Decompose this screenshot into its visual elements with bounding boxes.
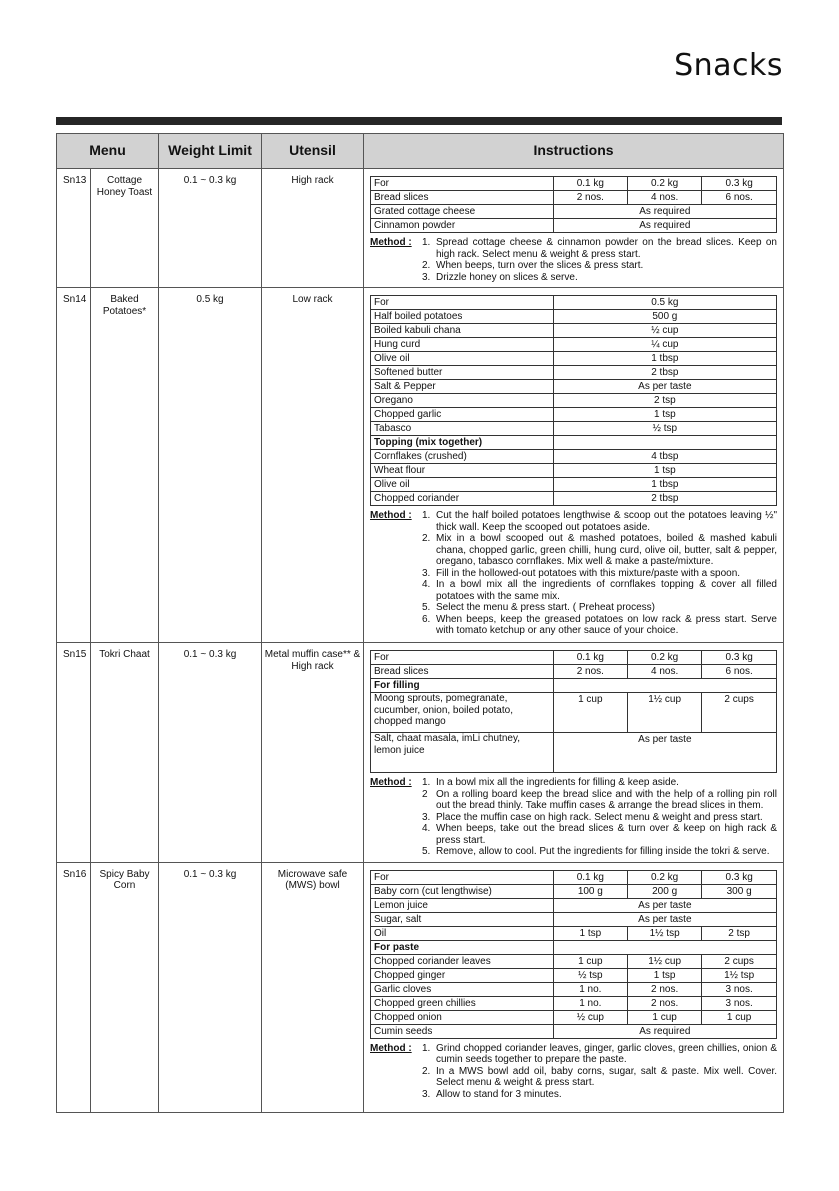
ingredient-name: Half boiled potatoes xyxy=(371,310,554,324)
method-step xyxy=(422,568,777,580)
recipe-instructions xyxy=(364,288,784,643)
step-text: Remove, allow to cool. Put the ingredients for filling inside the tokri & serve. xyxy=(436,846,770,857)
recipe-table xyxy=(56,133,784,1113)
ingredient-name: Chopped coriander xyxy=(371,492,554,506)
ingredient-amount: 2 nos. xyxy=(553,191,627,205)
ingredient-row xyxy=(371,394,777,408)
step-number: 3. xyxy=(422,271,431,283)
step-text: When beeps, keep the greased potatoes on low rack & press start. Serve with tomato ketchup or any other sauce of your choice. xyxy=(436,613,777,636)
ingredient-name: Olive oil xyxy=(371,352,554,366)
ingredient-amount: 1 tsp xyxy=(553,464,776,478)
ingredient-amount: 1 cup xyxy=(702,1010,777,1024)
ingredient-row xyxy=(371,464,777,478)
ingredient-row xyxy=(371,219,777,233)
ingredient-row xyxy=(371,982,777,996)
method-step xyxy=(422,846,777,858)
ingredient-amount: 1½ tsp xyxy=(702,968,777,982)
recipe-name: Cottage Honey Toast xyxy=(91,169,159,288)
ingredient-amount: As required xyxy=(553,1024,776,1038)
ingredient-amount: 2 cups xyxy=(702,954,777,968)
ingredient-amount: As per taste xyxy=(553,912,776,926)
ingredient-amount: 1½ tsp xyxy=(627,926,701,940)
step-number: 1. xyxy=(422,777,431,788)
header-rule xyxy=(56,117,782,125)
method-step xyxy=(422,579,777,602)
ingredient-name: Wheat flour xyxy=(371,464,554,478)
ingredient-row xyxy=(371,450,777,464)
step-text: On a rolling board keep the bread slice and with the help of a rolling pin roll out the bread thinly. Take muffin cases & arrange the bread slices in them. xyxy=(436,788,777,811)
ingredient-name: Cinnamon powder xyxy=(371,219,554,233)
ingredient-amount: 1½ cup xyxy=(627,693,701,733)
ingredient-row xyxy=(371,436,777,450)
method-label: Method : xyxy=(370,237,412,248)
ingredient-row xyxy=(371,1010,777,1024)
method-label: Method : xyxy=(370,777,412,788)
ingredient-row xyxy=(371,954,777,968)
method-section xyxy=(370,237,777,283)
step-number: 2. xyxy=(422,1065,431,1077)
step-text: Spread cottage cheese & cinnamon powder on the bread slices. Keep on high rack. Select menu & weight & press start. xyxy=(436,237,777,260)
recipe-weight-limit: 0.1 ~ 0.3 kg xyxy=(159,643,262,863)
recipe-code: Sn13 xyxy=(57,169,91,288)
method-step xyxy=(422,812,777,824)
ingredient-name: For filling xyxy=(371,679,554,693)
step-number: 4. xyxy=(422,579,431,590)
method-step xyxy=(422,510,777,533)
ingredient-row xyxy=(371,205,777,219)
method-step xyxy=(422,823,777,846)
ingredient-row xyxy=(371,926,777,940)
ingredient-name: Topping (mix together) xyxy=(371,436,554,450)
ingredient-amount: As per taste xyxy=(553,380,776,394)
ingredient-amount: 1 tbsp xyxy=(553,478,776,492)
recipe-row xyxy=(57,862,784,1112)
method-steps xyxy=(422,510,777,637)
method-step xyxy=(422,789,777,812)
ingredient-amount: 1 tsp xyxy=(553,926,627,940)
ingredient-row xyxy=(371,366,777,380)
recipe-weight-limit: 0.1 ~ 0.3 kg xyxy=(159,169,262,288)
step-number: 4. xyxy=(422,823,431,834)
ingredient-name: Chopped green chillies xyxy=(371,996,554,1010)
step-text: In a bowl mix all the ingredients for filling & keep aside. xyxy=(436,777,679,788)
step-number: 1. xyxy=(422,237,431,248)
ingredient-amount: 2 tsp xyxy=(702,926,777,940)
ingredient-amount: 0.2 kg xyxy=(627,651,701,665)
ingredient-row xyxy=(371,968,777,982)
recipe-utensil: High rack xyxy=(262,169,364,288)
ingredient-amount: 2 tbsp xyxy=(553,366,776,380)
recipe-utensil: Microwave safe (MWS) bowl xyxy=(262,862,364,1112)
ingredient-amount: 3 nos. xyxy=(702,982,777,996)
method-steps xyxy=(422,777,777,858)
recipe-row xyxy=(57,288,784,643)
step-number: 3. xyxy=(422,567,431,579)
ingredient-amount: 1 tsp xyxy=(553,408,776,422)
ingredient-row xyxy=(371,338,777,352)
recipe-instructions xyxy=(364,862,784,1112)
ingredient-row xyxy=(371,693,777,733)
ingredient-amount: 4 nos. xyxy=(627,665,701,679)
ingredient-row xyxy=(371,884,777,898)
ingredient-name: Garlic cloves xyxy=(371,982,554,996)
table-header-row xyxy=(57,134,784,169)
ingredient-name: Hung curd xyxy=(371,338,554,352)
header-weight-limit: Weight Limit xyxy=(159,134,262,169)
ingredient-amount: As required xyxy=(553,219,776,233)
ingredient-row xyxy=(371,324,777,338)
ingredient-name: Chopped coriander leaves xyxy=(371,954,554,968)
ingredient-name: Oregano xyxy=(371,394,554,408)
ingredient-name: Softened butter xyxy=(371,366,554,380)
ingredient-amount: 6 nos. xyxy=(702,191,777,205)
ingredient-amount: 500 g xyxy=(553,310,776,324)
ingredient-amount: 0.1 kg xyxy=(553,651,627,665)
recipe-name: Tokri Chaat xyxy=(91,643,159,863)
ingredient-name: For xyxy=(371,870,554,884)
ingredient-amount: 1 tsp xyxy=(627,968,701,982)
ingredient-table xyxy=(370,650,777,773)
recipe-row xyxy=(57,643,784,863)
ingredient-amount: 0.3 kg xyxy=(702,177,777,191)
recipe-instructions xyxy=(364,169,784,288)
ingredient-row xyxy=(371,352,777,366)
ingredient-amount: 2 tsp xyxy=(553,394,776,408)
recipe-code: Sn14 xyxy=(57,288,91,643)
ingredient-amount: 2 tbsp xyxy=(553,492,776,506)
ingredient-amount: 1 cup xyxy=(553,693,627,733)
ingredient-row xyxy=(371,665,777,679)
header-menu: Menu xyxy=(57,134,159,169)
method-step xyxy=(422,533,777,568)
step-text: Fill in the hollowed-out potatoes with this mixture/paste with a spoon. xyxy=(436,567,741,579)
ingredient-amount xyxy=(553,436,776,450)
ingredient-table xyxy=(370,870,777,1039)
ingredient-row xyxy=(371,912,777,926)
ingredient-name: Olive oil xyxy=(371,478,554,492)
ingredient-row xyxy=(371,492,777,506)
ingredient-name: For xyxy=(371,651,554,665)
ingredient-amount: 300 g xyxy=(702,884,777,898)
ingredient-name: Oil xyxy=(371,926,554,940)
ingredient-name: Bread slices xyxy=(371,665,554,679)
ingredient-for-row xyxy=(371,296,777,310)
ingredient-amount: 1 no. xyxy=(553,982,627,996)
ingredient-amount: 1 tbsp xyxy=(553,352,776,366)
method-section xyxy=(370,1043,777,1101)
step-text: In a bowl mix all the ingredients of cornflakes topping & cover all filled potatoes with the same mix. xyxy=(436,579,777,602)
step-number: 2. xyxy=(422,260,431,271)
method-step xyxy=(422,260,777,272)
recipe-code: Sn15 xyxy=(57,643,91,863)
recipe-utensil: Low rack xyxy=(262,288,364,643)
ingredient-amount: ½ tsp xyxy=(553,422,776,436)
ingredient-amount: 100 g xyxy=(553,884,627,898)
step-text: Drizzle honey on slices & serve. xyxy=(436,271,578,283)
method-label: Method : xyxy=(370,510,412,521)
ingredient-name: Chopped garlic xyxy=(371,408,554,422)
ingredient-amount: 0.3 kg xyxy=(702,651,777,665)
ingredient-name: Salt, chaat masala, imLi chutney, lemon juice xyxy=(371,733,554,773)
method-step xyxy=(422,614,777,637)
ingredient-amount: 4 tbsp xyxy=(553,450,776,464)
step-text: In a MWS bowl add oil, baby corns, sugar, salt & paste. Mix well. Cover. Select menu & weight & press start. xyxy=(436,1065,777,1088)
ingredient-amount: As per taste xyxy=(553,733,776,773)
recipe-name: Spicy Baby Corn xyxy=(91,862,159,1112)
ingredient-name: Cornflakes (crushed) xyxy=(371,450,554,464)
ingredient-row xyxy=(371,679,777,693)
step-number: 1. xyxy=(422,510,431,521)
ingredient-row xyxy=(371,733,777,773)
ingredient-name: Lemon juice xyxy=(371,898,554,912)
ingredient-amount: 1 cup xyxy=(553,954,627,968)
ingredient-name: Chopped ginger xyxy=(371,968,554,982)
ingredient-amount: ½ cup xyxy=(553,1010,627,1024)
step-number: 3. xyxy=(422,811,431,823)
ingredient-amount: ½ cup xyxy=(553,324,776,338)
ingredient-amount: 0.2 kg xyxy=(627,177,701,191)
step-text: Allow to stand for 3 minutes. xyxy=(436,1088,562,1100)
method-step xyxy=(422,1066,777,1089)
ingredient-amount: 0.1 kg xyxy=(553,177,627,191)
ingredient-amount: As per taste xyxy=(553,898,776,912)
ingredient-row xyxy=(371,380,777,394)
ingredient-name: Tabasco xyxy=(371,422,554,436)
ingredient-amount: 3 nos. xyxy=(702,996,777,1010)
ingredient-for-row xyxy=(371,870,777,884)
step-text: Cut the half boiled potatoes lengthwise & scoop out the potatoes leaving ½" thick wall. Keep the scooped out potatoes aside. xyxy=(436,510,777,533)
recipe-weight-limit: 0.5 kg xyxy=(159,288,262,643)
method-step xyxy=(422,1043,777,1066)
method-steps xyxy=(422,237,777,283)
ingredient-amount: 2 cups xyxy=(702,693,777,733)
ingredient-name: Cumin seeds xyxy=(371,1024,554,1038)
ingredient-for-row xyxy=(371,651,777,665)
ingredient-row xyxy=(371,408,777,422)
method-steps xyxy=(422,1043,777,1101)
step-text: When beeps, take out the bread slices & turn over & keep on high rack & press start. xyxy=(436,823,777,846)
method-step xyxy=(422,777,777,789)
step-number: 2 xyxy=(422,788,428,800)
ingredient-amount: 0.2 kg xyxy=(627,870,701,884)
ingredient-amount: As required xyxy=(553,205,776,219)
ingredient-amount: 0.1 kg xyxy=(553,870,627,884)
ingredient-table xyxy=(370,176,777,233)
ingredient-amount xyxy=(553,940,776,954)
step-text: Select the menu & press start. ( Preheat process) xyxy=(436,602,655,613)
ingredient-for-row xyxy=(371,177,777,191)
ingredient-name: Chopped onion xyxy=(371,1010,554,1024)
recipe-row xyxy=(57,169,784,288)
step-number: 1. xyxy=(422,1042,431,1054)
method-section xyxy=(370,777,777,858)
ingredient-amount: ¼ cup xyxy=(553,338,776,352)
ingredient-name: For paste xyxy=(371,940,554,954)
ingredient-amount: 0.3 kg xyxy=(702,870,777,884)
method-step xyxy=(422,602,777,614)
recipe-instructions xyxy=(364,643,784,863)
step-text: Mix in a bowl scooped out & mashed potatoes, boiled & mashed kabuli chana, chopped garlic, green chilli, hung curd, olive oil, butter, salt & pepper, oregano, tabasco cornflakes. Mix well & make a paste/mixture. xyxy=(436,533,777,567)
ingredient-row xyxy=(371,478,777,492)
ingredient-row xyxy=(371,422,777,436)
header-utensil: Utensil xyxy=(262,134,364,169)
recipe-code: Sn16 xyxy=(57,862,91,1112)
method-label: Method : xyxy=(370,1042,412,1054)
step-text: When beeps, turn over the slices & press start. xyxy=(436,260,644,271)
ingredient-name: Moong sprouts, pomegranate, cucumber, onion, boiled potato, chopped mango xyxy=(371,693,554,733)
ingredient-name: Baby corn (cut lengthwise) xyxy=(371,884,554,898)
ingredient-amount: ½ tsp xyxy=(553,968,627,982)
ingredient-table xyxy=(370,295,777,506)
step-text: Grind chopped coriander leaves, ginger, garlic cloves, green chillies, onion & cumin seeds together to prepare the paste. xyxy=(436,1042,777,1065)
ingredient-amount xyxy=(553,679,776,693)
method-step xyxy=(422,272,777,284)
step-text: Place the muffin case on high rack. Select menu & weight and press start. xyxy=(436,811,763,823)
ingredient-amount: 2 nos. xyxy=(627,982,701,996)
method-step xyxy=(422,1089,777,1101)
step-number: 6. xyxy=(422,613,431,625)
ingredient-row xyxy=(371,191,777,205)
ingredient-amount: 6 nos. xyxy=(702,665,777,679)
page-title: Snacks xyxy=(674,48,783,83)
method-section xyxy=(370,510,777,637)
ingredient-amount: 1½ cup xyxy=(627,954,701,968)
recipe-name: Baked Potatoes* xyxy=(91,288,159,643)
ingredient-row xyxy=(371,996,777,1010)
ingredient-name: For xyxy=(371,296,554,310)
method-step xyxy=(422,237,777,260)
ingredient-row xyxy=(371,310,777,324)
ingredient-row xyxy=(371,898,777,912)
ingredient-name: For xyxy=(371,177,554,191)
recipe-weight-limit: 0.1 ~ 0.3 kg xyxy=(159,862,262,1112)
ingredient-name: Sugar, salt xyxy=(371,912,554,926)
ingredient-name: Salt & Pepper xyxy=(371,380,554,394)
ingredient-row xyxy=(371,940,777,954)
ingredient-name: Grated cottage cheese xyxy=(371,205,554,219)
step-number: 5. xyxy=(422,846,431,857)
ingredient-amount: 2 nos. xyxy=(553,665,627,679)
ingredient-name: Boiled kabuli chana xyxy=(371,324,554,338)
ingredient-row xyxy=(371,1024,777,1038)
recipe-utensil: Metal muffin case** & High rack xyxy=(262,643,364,863)
ingredient-name: Bread slices xyxy=(371,191,554,205)
ingredient-amount: 200 g xyxy=(627,884,701,898)
ingredient-amount: 1 cup xyxy=(627,1010,701,1024)
ingredient-amount: 4 nos. xyxy=(627,191,701,205)
step-number: 2. xyxy=(422,533,431,544)
ingredient-amount: 2 nos. xyxy=(627,996,701,1010)
step-number: 3. xyxy=(422,1088,431,1100)
ingredient-amount: 1 no. xyxy=(553,996,627,1010)
ingredient-amount: 0.5 kg xyxy=(553,296,776,310)
step-number: 5. xyxy=(422,602,431,613)
header-instructions: Instructions xyxy=(364,134,784,169)
